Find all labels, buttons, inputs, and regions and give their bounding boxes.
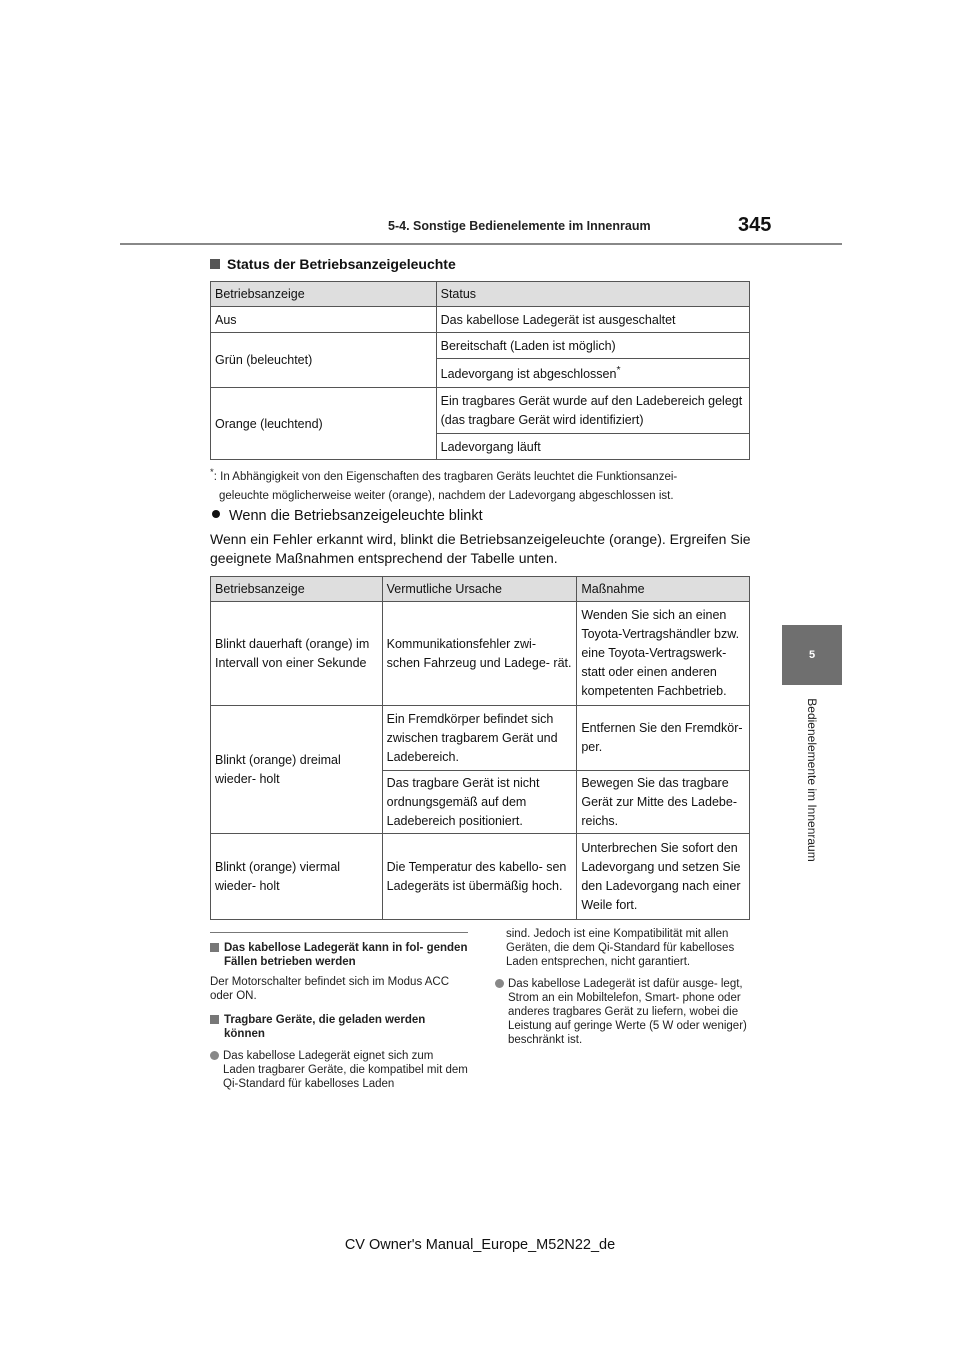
note-bullet [210,1049,468,1091]
note-bullet [495,977,750,1047]
status-cell: Das kabellose Ladegerät ist ausgeschaltet [436,307,749,333]
notes-right-column [495,927,750,1047]
note-text: Der Motorschalter befindet sich im Modus ACC oder ON. [210,976,450,1002]
note-heading [210,941,468,969]
table-row [211,706,750,771]
status-cell: Ein tragbares Gerät wurde auf den Ladebereich gelegt (das tragbare Gerät wird identifiziert) [436,388,749,434]
status-cell: Ladevorgang läuft [436,434,749,460]
table-header-cell: Betriebsanzeige [211,282,437,307]
table-header-row [211,282,750,307]
square-bullet-icon [210,259,220,269]
table-header-cell: Maßnahme [577,577,750,602]
table-header-cell: Status [436,282,749,307]
chapter-side-label [805,698,822,862]
table-row [211,388,750,434]
table-header-row [211,577,750,602]
cause-cell: Das tragbare Gerät ist nicht ordnungsgemäß auf dem Ladebereich positioniert. [382,771,577,834]
table-header-cell: Betriebsanzeige [211,577,383,602]
table-row [211,333,750,359]
footnote-marker: * [210,467,214,478]
section-header: 5-4. Sonstige Bedienelemente im Innenraum [388,219,651,233]
indicator-cell: Grün (beleuchtet) [211,333,437,388]
square-bullet-icon [210,943,219,952]
chapter-side-label-text: Bedienelemente im Innenraum [805,698,819,862]
header-divider [120,243,842,245]
cause-cell: Die Temperatur des kabello- sen Ladegeräts ist übermäßig hoch. [382,834,577,920]
status-text: Ladevorgang ist abgeschlossen [440,367,617,382]
footnote [210,463,755,506]
status-table [210,281,750,460]
blink-section-heading [212,508,483,524]
indicator-cell: Orange (leuchtend) [211,388,437,460]
footnote-marker: * [616,364,621,376]
indicator-cell: Blinkt (orange) dreimal wieder- holt [211,706,383,834]
blink-section-text: Wenn ein Fehler erkannt wird, blinkt die Betriebsanzeigeleuchte (orange). Ergreifen Sie geeignete Maßnahmen entsprechend der Tabelle unten. [210,531,751,566]
indicator-cell: Aus [211,307,437,333]
blink-table [210,576,750,920]
cause-cell: Ein Fremdkörper befindet sich zwischen tragbarem Gerät und Ladebereich. [382,706,577,771]
action-cell: Bewegen Sie das tragbare Gerät zur Mitte des Ladebe- reichs. [577,771,750,834]
bullet-icon [212,510,220,518]
footnote-line [210,463,755,487]
chapter-tab: 5 [782,625,842,685]
note-heading-text: Tragbare Geräte, die geladen werden können [224,1014,426,1040]
blink-section-heading-text: Wenn die Betriebsanzeigeleuchte blinkt [229,508,483,524]
note-bullet-text: Das kabellose Ladegerät eignet sich zum Laden tragbarer Geräte, die kompatibel mit dem Qi-Standard für kabelloses Laden [223,1050,468,1090]
indicator-cell: Blinkt (orange) viermal wieder- holt [211,834,383,920]
action-cell: Wenden Sie sich an einen Toyota-Vertragshändler bzw. eine Toyota-Vertragswerk- statt oder einen anderen kompetenten Fachbetrieb. [577,602,750,706]
action-cell: Unterbrechen Sie sofort den Ladevorgang und setzen Sie den Ladevorgang nach einer Weile fort. [577,834,750,920]
status-cell: Bereitschaft (Laden ist möglich) [436,333,749,359]
page-footer: CV Owner's Manual_Europe_M52N22_de [344,1237,616,1253]
status-section-title [210,256,456,272]
note-bullet-text: Das kabellose Ladegerät ist dafür ausge- legt, Strom an ein Mobiltelefon, Smart- phone oder anderes tragbares Gerät zu liefern, wobei die Leistung auf geringe Werte (5 W oder weniger) beschränkt ist. [508,978,747,1046]
indicator-cell: Blinkt dauerhaft (orange) im Intervall von einer Sekunde [211,602,383,706]
footnote-text: : In Abhängigkeit von den Eigenschaften des tragbaren Geräts leuchtet die Funktionsanzei- [213,470,678,483]
table-row [211,834,750,920]
action-cell: Entfernen Sie den Fremdkör- per. [577,706,750,771]
table-row [211,307,750,333]
square-bullet-icon [210,1015,219,1024]
note-heading-text: Das kabellose Ladegerät kann in fol- genden Fällen betrieben werden [224,942,468,968]
circle-bullet-icon [210,1051,219,1060]
footnote-line: geleuchte möglicherweise weiter (orange), nachdem der Ladevorgang abgeschlossen ist. [219,489,674,502]
circle-bullet-icon [495,979,504,988]
note-bullet-continuation: sind. Jedoch ist eine Kompatibilität mit allen Geräten, die dem Qi-Standard für kabelloses Laden entsprechen, nicht garantiert. [506,928,735,968]
status-cell [436,359,749,388]
table-header-cell: Vermutliche Ursache [382,577,577,602]
page-number: 345 [738,214,772,236]
table-row [211,602,750,706]
status-section-title-text: Status der Betriebsanzeigeleuchte [227,256,456,272]
notes-left-column [210,941,468,1091]
note-heading [210,1013,468,1041]
cause-cell: Kommunikationsfehler zwi- schen Fahrzeug und Ladege- rät. [382,602,577,706]
notes-divider [210,932,468,933]
